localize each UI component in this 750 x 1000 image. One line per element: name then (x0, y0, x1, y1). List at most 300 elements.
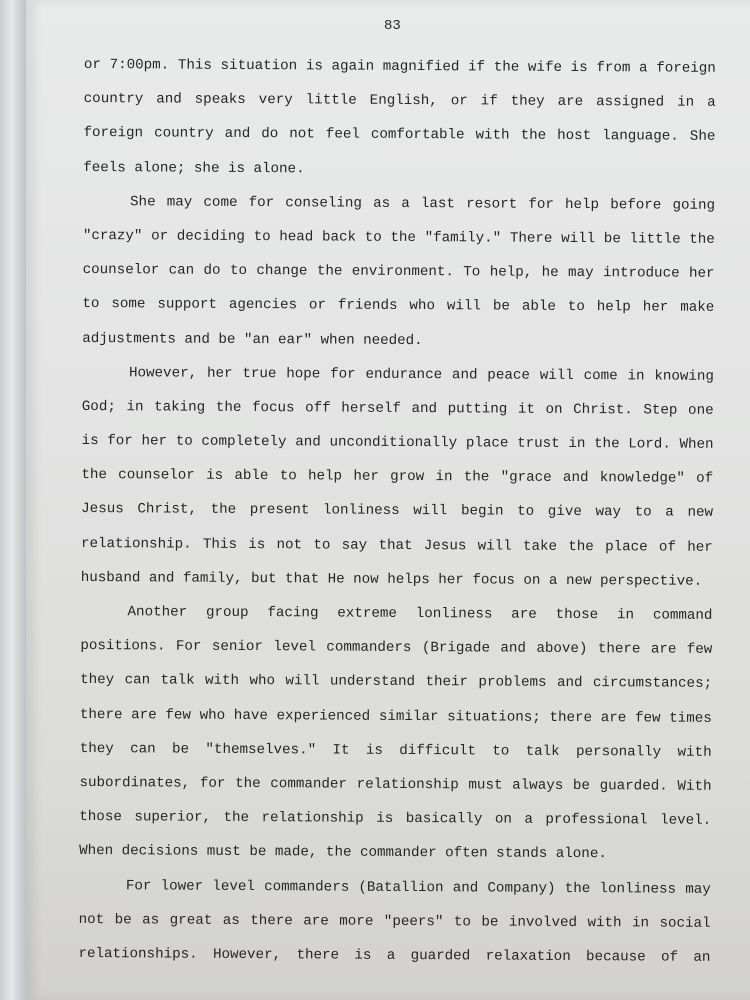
text-line (83, 151, 715, 189)
word: make (680, 299, 715, 317)
word: be (171, 741, 190, 758)
word: adjustments (82, 330, 176, 348)
word: can (130, 741, 156, 758)
word: introduce (602, 265, 680, 282)
word: He (327, 571, 345, 588)
word: often (445, 845, 488, 862)
word: to (453, 913, 471, 931)
word: above) (536, 640, 588, 658)
word: be (114, 911, 132, 928)
word: alone. (253, 160, 305, 177)
word: ear" (277, 331, 313, 348)
word: is (206, 468, 224, 485)
word: few (165, 707, 191, 724)
text-line (79, 834, 711, 872)
text-line (84, 48, 716, 86)
word: last (420, 195, 456, 213)
word: husband (80, 569, 141, 587)
word: extreme (337, 605, 397, 622)
word: be (603, 231, 621, 248)
word: With (677, 778, 712, 795)
word: little (629, 231, 681, 248)
word: to (634, 504, 652, 521)
text-line (78, 937, 710, 975)
word: her (353, 468, 379, 486)
word: "grace (500, 469, 552, 487)
word: comfortable (370, 127, 465, 144)
word: and (224, 126, 251, 143)
word: friends (337, 297, 398, 315)
word: completely (201, 433, 287, 451)
word: is (81, 433, 99, 450)
word: will (539, 367, 574, 384)
word: It (332, 742, 350, 759)
word: are (600, 709, 627, 726)
word: "family." (424, 230, 502, 247)
word: must (468, 777, 503, 794)
text-line (79, 766, 711, 804)
word: Step (643, 402, 678, 419)
word: is (248, 536, 266, 553)
word: a (707, 94, 716, 112)
word: as (222, 912, 240, 929)
text-line (80, 595, 712, 633)
word: involved (508, 914, 578, 931)
word: counselor (82, 262, 160, 279)
word: help (307, 468, 343, 485)
word: talk (160, 672, 195, 690)
word: foreign (656, 60, 716, 77)
text-line (79, 800, 711, 838)
text-line (83, 219, 715, 257)
word: taking (154, 399, 206, 416)
word: to (364, 229, 382, 246)
word: that (285, 571, 320, 588)
word: will (413, 503, 448, 520)
word: change (256, 263, 308, 280)
word: Christ. (573, 401, 633, 419)
word: deciding (176, 228, 245, 245)
word: can (168, 262, 195, 279)
word: However, (212, 946, 282, 964)
book-binding (0, 0, 26, 1000)
text-line (82, 356, 714, 394)
word: When (679, 436, 714, 453)
word: it (517, 401, 535, 418)
word: level (212, 878, 255, 895)
word: more (339, 913, 374, 930)
word: language. (602, 128, 679, 146)
word: unconditionally (329, 434, 458, 452)
word: "themselves." (205, 741, 317, 759)
word: will (561, 230, 596, 248)
word: similar (378, 708, 439, 725)
word: will (477, 538, 512, 555)
word: say (341, 537, 368, 554)
word: her (642, 299, 669, 316)
word: of (660, 949, 679, 966)
word: country (154, 125, 214, 143)
word: he (541, 264, 559, 282)
word: endurance (365, 366, 443, 383)
word: true (242, 365, 277, 382)
word: with (587, 914, 622, 931)
word: or (308, 297, 327, 314)
word: great (169, 912, 213, 929)
word: there (597, 641, 641, 658)
word: a (401, 195, 410, 212)
word: focus (472, 572, 515, 589)
word: place (605, 538, 648, 556)
word: there (79, 706, 123, 723)
text-line (81, 458, 713, 496)
word: can (124, 672, 151, 689)
word: command (652, 607, 713, 624)
word: they (510, 93, 545, 111)
word: are (650, 641, 677, 658)
text-line (83, 116, 715, 154)
text-line (84, 82, 716, 120)
word: present (249, 502, 310, 519)
word: the (223, 809, 250, 827)
word: senior (211, 638, 263, 656)
word: her (438, 571, 464, 589)
word: her (687, 539, 713, 556)
word: trust (517, 435, 560, 452)
text-line (82, 390, 714, 428)
word: level (273, 639, 316, 656)
word: on (523, 572, 541, 589)
word: one (688, 402, 714, 419)
word: but (250, 570, 277, 587)
word: lonliness (415, 606, 493, 623)
word: not (276, 536, 303, 553)
word: conseling (285, 194, 362, 212)
word: perspective. (599, 572, 703, 590)
word: positions. (80, 638, 166, 655)
word: little (305, 92, 357, 109)
word: needed. (363, 332, 423, 349)
word: agencies (228, 297, 298, 314)
word: relationship. (80, 535, 192, 553)
word: or (83, 56, 101, 74)
word: on (545, 401, 563, 418)
word: guarded (410, 947, 471, 965)
word: are (557, 94, 584, 111)
word: if (480, 93, 498, 110)
word: place (465, 435, 509, 452)
word: for (528, 196, 554, 213)
word: with (475, 127, 510, 144)
word: host (557, 128, 592, 145)
word: in (631, 915, 650, 932)
word: commanders (264, 878, 350, 896)
word: be (218, 331, 236, 348)
word: English, (369, 92, 438, 110)
text-line (83, 253, 715, 291)
word: those (79, 809, 122, 826)
word: When (79, 843, 114, 860)
word: hope (286, 365, 321, 383)
word: relationship (356, 776, 459, 794)
word: times (669, 710, 712, 727)
word: is (365, 742, 383, 759)
word: may (568, 265, 594, 282)
word: there (296, 947, 340, 964)
word: take (522, 538, 558, 555)
word: will (446, 298, 482, 315)
word: (Batallion (358, 879, 444, 896)
word: and (452, 879, 479, 896)
word: talk (525, 743, 560, 760)
word: who (199, 707, 226, 724)
word: or (151, 228, 169, 245)
word: made, (274, 844, 318, 861)
word: foreign (83, 125, 144, 142)
word: and (295, 434, 321, 451)
text-line (81, 527, 713, 565)
word: situations; (447, 708, 541, 726)
text-line (83, 185, 715, 223)
word: those (555, 606, 599, 624)
word: God; (81, 398, 116, 416)
word: do (261, 126, 279, 143)
word: the (689, 231, 715, 248)
word: her (688, 265, 715, 282)
word: be (572, 777, 591, 795)
word: problems (478, 674, 547, 692)
word: their (425, 674, 469, 691)
word: relaxation (485, 948, 571, 965)
word: a (524, 811, 533, 828)
text-line (80, 629, 712, 667)
word: to (517, 504, 535, 521)
word: always (512, 777, 564, 794)
word: new (687, 505, 714, 522)
word: environment. (351, 263, 454, 281)
word: a (665, 504, 674, 522)
word: to (175, 433, 193, 450)
word: in (627, 368, 645, 385)
word: they (80, 672, 115, 689)
word: very (258, 92, 293, 109)
word: the (568, 538, 594, 555)
word: the (215, 399, 242, 416)
word: do (203, 262, 221, 279)
word: if (467, 59, 486, 76)
word: counselor (118, 467, 195, 484)
word: head (279, 229, 314, 246)
word: begin (460, 503, 504, 521)
word: or (450, 93, 468, 110)
word: for (330, 366, 356, 383)
word: feels (83, 159, 126, 176)
word: However, (128, 364, 198, 382)
text-line (79, 868, 711, 906)
word: for (199, 775, 226, 792)
word: she (193, 160, 220, 177)
word: magnified (382, 58, 460, 76)
word: level. (660, 812, 712, 829)
word: relationship (261, 810, 364, 827)
text-line (80, 698, 712, 736)
word: her (141, 433, 168, 450)
word: are (131, 706, 157, 724)
text-line (81, 492, 713, 530)
word: Jesus (81, 501, 124, 518)
word: to (229, 263, 248, 280)
word: as (142, 912, 160, 929)
word: alone. (555, 846, 607, 863)
word: Jesus (423, 537, 467, 554)
word: peace (487, 367, 530, 384)
word: "crazy" (82, 227, 143, 245)
word: not (289, 126, 315, 143)
word: new (565, 572, 592, 589)
word: feel (325, 126, 360, 144)
word: now (353, 571, 379, 588)
word: for (248, 194, 275, 211)
word: commanders (326, 639, 412, 657)
text-line (79, 903, 711, 941)
word: have (233, 707, 268, 724)
text-line (81, 561, 713, 599)
word: lower (160, 877, 204, 895)
word: This (177, 57, 212, 74)
word: support (157, 296, 218, 314)
word: that (378, 537, 413, 554)
word: Christ, (137, 501, 198, 519)
word: and (500, 640, 526, 657)
text-line (82, 287, 714, 325)
word: to (492, 743, 510, 760)
word: For (175, 638, 202, 655)
word: family, (182, 570, 243, 587)
word: help (596, 299, 631, 316)
word: country (83, 91, 144, 108)
word: able (234, 468, 269, 485)
word: stands (496, 845, 548, 863)
word: because (586, 948, 646, 966)
word: "an (243, 331, 270, 348)
word: helps (387, 571, 430, 588)
word: knowing (654, 368, 715, 385)
word: 7:00pm. (109, 57, 170, 74)
word: the (81, 467, 107, 484)
word: come (203, 194, 238, 211)
word: understand (329, 673, 416, 691)
word: focus (251, 399, 295, 417)
word: facing (267, 605, 319, 622)
word: when (320, 331, 355, 349)
word: her (206, 365, 233, 382)
word: way (595, 504, 622, 521)
word: assigned (596, 94, 665, 111)
word: some (111, 296, 146, 313)
word: relationships. (78, 945, 198, 963)
text-line (82, 321, 714, 359)
word: Company) (487, 879, 556, 897)
word: alone; (134, 159, 186, 177)
word: and (451, 366, 478, 384)
word: She (130, 194, 156, 211)
word: few (634, 709, 661, 727)
word: experienced (276, 707, 371, 725)
word: For (125, 877, 152, 894)
word: able (521, 298, 556, 316)
word: with (204, 673, 240, 690)
word: before (610, 196, 662, 214)
word: resort (466, 196, 518, 213)
word: a (548, 572, 558, 589)
word: will (285, 673, 320, 690)
word: from (596, 60, 631, 77)
text-line (80, 663, 712, 701)
word: be (492, 298, 510, 315)
word: To (463, 264, 481, 281)
word: and (184, 331, 210, 348)
word: lonliness (599, 880, 677, 898)
document-page (26, 0, 750, 1000)
word: situation (220, 57, 298, 75)
word: difficult (399, 742, 476, 760)
word: to (279, 468, 297, 485)
word: Another (127, 604, 188, 621)
word: grow (390, 469, 425, 486)
word: a (639, 60, 648, 77)
word: the (493, 59, 520, 76)
page-number: 83 (384, 18, 401, 34)
word: to (313, 537, 331, 554)
word: commander (359, 845, 437, 862)
word: the (210, 502, 237, 519)
word: (Brigade (421, 640, 491, 657)
word: in (435, 469, 453, 486)
word: must (206, 844, 241, 861)
word: to (82, 296, 100, 313)
word: of (658, 539, 677, 556)
word: putting (447, 401, 508, 418)
word: lonliness (322, 502, 400, 520)
word: is (227, 160, 246, 177)
word: come (583, 367, 618, 384)
word: off (305, 400, 331, 417)
word: subordinates, (79, 774, 191, 792)
word: who (249, 673, 276, 690)
word: there (250, 912, 293, 929)
word: commander (270, 776, 347, 793)
word: is (305, 58, 323, 75)
word: basically (405, 811, 483, 828)
word: professional (545, 811, 648, 829)
word: be (249, 844, 267, 861)
word: for (107, 433, 133, 450)
word: and (156, 91, 182, 108)
word: the (235, 775, 261, 793)
word: and (411, 400, 438, 418)
word: help, (489, 264, 533, 281)
word: back (321, 229, 357, 246)
word: they (79, 740, 114, 757)
word: and (556, 675, 583, 692)
word: as (373, 195, 391, 212)
word: social (659, 915, 711, 932)
word: the (594, 436, 620, 453)
word: She (689, 129, 716, 146)
word: on (494, 811, 512, 828)
word: circumstances; (592, 675, 713, 693)
word: are (303, 913, 329, 930)
